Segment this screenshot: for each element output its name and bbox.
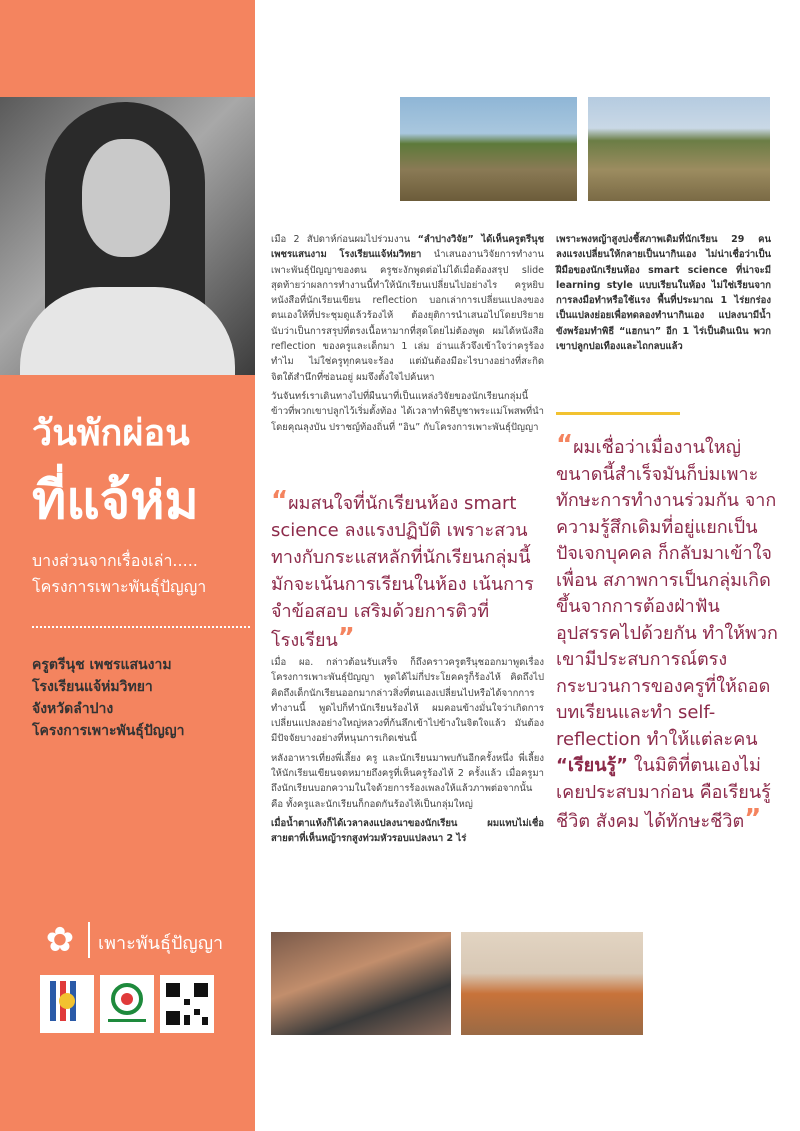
brand-name: เพาะพันธุ์ปัญญา <box>98 933 224 954</box>
paragraph-1 <box>271 232 544 385</box>
author-byline <box>32 654 247 742</box>
paragraph-5: เมื่อน้ำตาแห้งก็ได้เวลาลงแปลงนาของนักเรียน ผมแทบไม่เชื่อสายตาที่เห็นหญ้ารกสูงท่วมหัวรอบแปลงนา 2 ไร่ <box>271 817 544 845</box>
p1-text-e: นำเสนองานวิจัยการทำงานเพาะพันธุ์ปัญญาของตน ครูชะงักพูดต่อไม่ได้เมื่อต้องสรุป slide สุดท้ายว่าผลการทำงานนี้ทำให้นักเรียนเปลี่ยนไปอย่างไร ครูหยิบหนังสือที่นักเรียนเขียน reflection บอกเล่าการเปลี่ยนแปลงของตนเองให้ที่ประชุมดูแล้วร้องไห้ ต้องยุติการนำเสนอไปโดยปริยาย นับว่าเป็นการสรุปที่ตรงเนื้อหามากที่สุดโดยไม่ต้องพูด ผมได้หนังสือ reflection ของครูและเด็กมา 1 เล่ม อ่านแล้วจึงเข้าใจว่าครูร้องทำไม ไม่ใช่ครูทุกคนจะร้อง แต่มันต้องมีอะไรบางอย่างที่สะกิดจิตใต้สำนึกที่ซ่อนอยู่ ผมจึงตั้งใจไปค้นหา <box>271 249 545 383</box>
article-column-1-lower <box>271 655 544 851</box>
subtitle <box>32 548 247 600</box>
p1-teacher-name: ตรีนุช เพชรแสนงาม โรงเรียนแจ้ห่มวิทยา <box>271 234 545 261</box>
pull-quote-2: “ผมเชื่อว่าเมื่องานใหญ่ขนาดนี้สำเร็จมันก็บ่มเพาะทักษะการทำงานร่วมกัน จากความรู้สึกเดิมที่อยู่แยกเป็นปัจเจกบุคคล ก็กลับมาเข้าใจเพื่อน สภาพการเป็นกลุ่มเกิดขึ้นจากการต้องฝ่าฟันอุปสรรคไปด้วยกัน ทำให้พวกเขามีประสบการณ์ตรงกระบวนการของครูที่ให้ถอดบทเรียนและทำ self-reflection ทำให้แต่ละคน “เรียนรู้” ในมิติที่ตนเองไม่เคยประสบมาก่อน คือเรียนรู้ชีวิต สังคม ได้ทักษะชีวิต” <box>556 430 778 834</box>
partner-logo-2-icon <box>100 975 154 1033</box>
title-line-2: ที่แจ้ห่ม <box>32 471 199 531</box>
title-line-1: วันพักผ่อน <box>32 413 190 454</box>
paragraph-3: เมื่อ ผอ. กล่าวต้อนรับเสร็จ ก็ถึงคราวครูตรีนุชออกมาพูดเรื่องโครงการเพาะพันธุ์ปัญญา พูดได้ไม่กี่ประโยคครูก็ร้องไห้ คิดถึงไปคิดถึงเด็กนักเรียนออกมากล่าวสิ่งที่ตนเองเปลี่ยนไปหรือได้จากการทำงานนี้ พูดไปก็ทำนักเรียนร้องไห้ ผมคอนข้างมั่นใจว่าเกิดการเปลี่ยนแปลงอย่างใหญ่หลวงที่ก้นลึกเข้าไปข้างในจิตใจแล้ว มันต้องมีปัจจัยบางอย่างที่หนุนการเกิดเช่นนี้ <box>271 657 544 745</box>
accent-line <box>556 412 680 415</box>
brand-block <box>40 916 250 966</box>
article-column-1 <box>271 232 544 439</box>
dotted-divider <box>32 626 250 628</box>
rice-field-photo <box>400 97 577 201</box>
paragraph-4: หลังอาหารเที่ยงพี่เลี้ยง ครู และนักเรียนมาพบกันอีกครั้งหนึ่ง พี่เลี้ยงให้นักเรียนเขียนจดหมายถึงครูที่เห็นครูร้องไห้ 2 ครั้งแล้ว เมื่อครูมาถึงนักเรียนบอกความในใจด้วยการร้องเพลงให้แล้วภาพต่อจากนั้นคือ ทั้งครูและนักเรียนก็กอดกันร้องไห้เป็นกลุ่มใหญ่ <box>271 752 544 810</box>
pull-quote-2-text-c: ในมิติที่ตนเองไม่เคยประสบมาก่อน คือเรียนรู้ชีวิต สังคม ได้ทักษะชีวิต <box>556 755 771 832</box>
classroom-photo <box>461 932 643 1035</box>
paragraph-6: เพราะพงหญ้าสูงบ่งชี้สภาพเดิมที่นักเรียน 29 คนลงแรงเปลี่ยนให้กลายเป็นนากินเอง ไม่น่าเชื่อว่าเป็นฝีมือของนักเรียนห้อง smart science ที่น่าจะมี learning style แบบเรียนในห้อง ไม่ใช่เรียนจากการลงมือทำหรือใช้แรง พื้นที่ประมาณ 1 ไร่ยกร่องเป็นแปลงย่อยเพื่อทดลองทำนากินเอง แปลงนามีน้ำขังพร้อมทำพิธี “แฮกนา” อีก 1 ไร่เป็นดินเนิน พวกเขาปลูกปอเทืองและไถกลบแล้ว <box>556 234 771 353</box>
author-name: ครูตรีนุช เพชรแสนงาม <box>32 657 172 673</box>
partner-logo-1-icon <box>40 975 94 1033</box>
p1-event-name: “ลำปางวิจัย” <box>417 234 474 245</box>
pull-quote-2-text-a: ผมเชื่อว่าเมื่องานใหญ่ขนาดนี้สำเร็จมันก็บ่มเพาะทักษะการทำงานร่วมกัน จากความรู้สึกเดิมที่อยู่แยกเป็นปัจเจกบุคคล ก็กลับมาเข้าใจเพื่อน สภาพการเป็นกลุ่มเกิดขึ้นจากการต้องฝ่าฟันอุปสรรคไปด้วยกัน ทำให้พวกเขามีประสบการณ์ตรงกระบวนการของครูที่ให้ถอดบทเรียนและทำ self-reflection ทำให้แต่ละคน <box>556 437 778 750</box>
author-province: จังหวัดลำปาง <box>32 701 114 717</box>
p1-text-c: ได้เห็นครู <box>473 234 520 245</box>
sprout-logo-icon: ✿ <box>45 920 75 960</box>
subtitle-line-2: โครงการเพาะพันธุ์ปัญญา <box>32 577 207 596</box>
paragraph-2: วันจันทร์เราเดินทางไปที่ผืนนาที่เป็นแหล่งวิจัยของนักเรียนกลุ่มนี้ ข้าวที่พวกเขาปลูกไว้เริ่มตั้งท้อง ได้เวลาทำพิธีบูชาพระแม่โพสพที่นำโดยคุณลุงบัน ปราชญ์ท้องถิ่นที่ “อิน” กับโครงการเพาะพันธุ์ปัญญา <box>271 390 544 433</box>
subtitle-line-1: บางส่วนจากเรื่องเล่า..... <box>32 551 198 570</box>
author-project: โครงการเพาะพันธุ์ปัญญา <box>32 723 185 739</box>
author-school: โรงเรียนแจ้ห่มวิทยา <box>32 679 153 695</box>
brand-separator <box>88 922 90 958</box>
article-column-2 <box>556 232 771 358</box>
pull-quote-1: “ผมสนใจที่นักเรียนห้อง smart science ลงแรงปฏิบัติ เพราะสวนทางกับกระแสหลักที่นักเรียนกลุ่มนี้มักจะเน้นการเรียนในห้อง เน้นการจำข้อสอบ เสริมด้วยการติวที่โรงเรียน” <box>271 486 534 653</box>
students-field-photo <box>588 97 770 201</box>
qr-code-icon <box>160 975 214 1033</box>
hug-photo <box>271 932 451 1035</box>
pull-quote-1-text: ผมสนใจที่นักเรียนห้อง smart science ลงแรงปฏิบัติ เพราะสวนทางกับกระแสหลักที่นักเรียนกลุ่มนี้มักจะเน้นการเรียนในห้อง เน้นการจำข้อสอบ เสริมด้วยการติวที่โรงเรียน <box>271 493 534 651</box>
teacher-portrait <box>0 97 255 375</box>
pull-quote-2-emphasis: “เรียนรู้” <box>556 755 628 776</box>
p1-text-a: เมือ 2 สัปดาห์ก่อนผมไปร่วมงาน <box>271 234 418 245</box>
